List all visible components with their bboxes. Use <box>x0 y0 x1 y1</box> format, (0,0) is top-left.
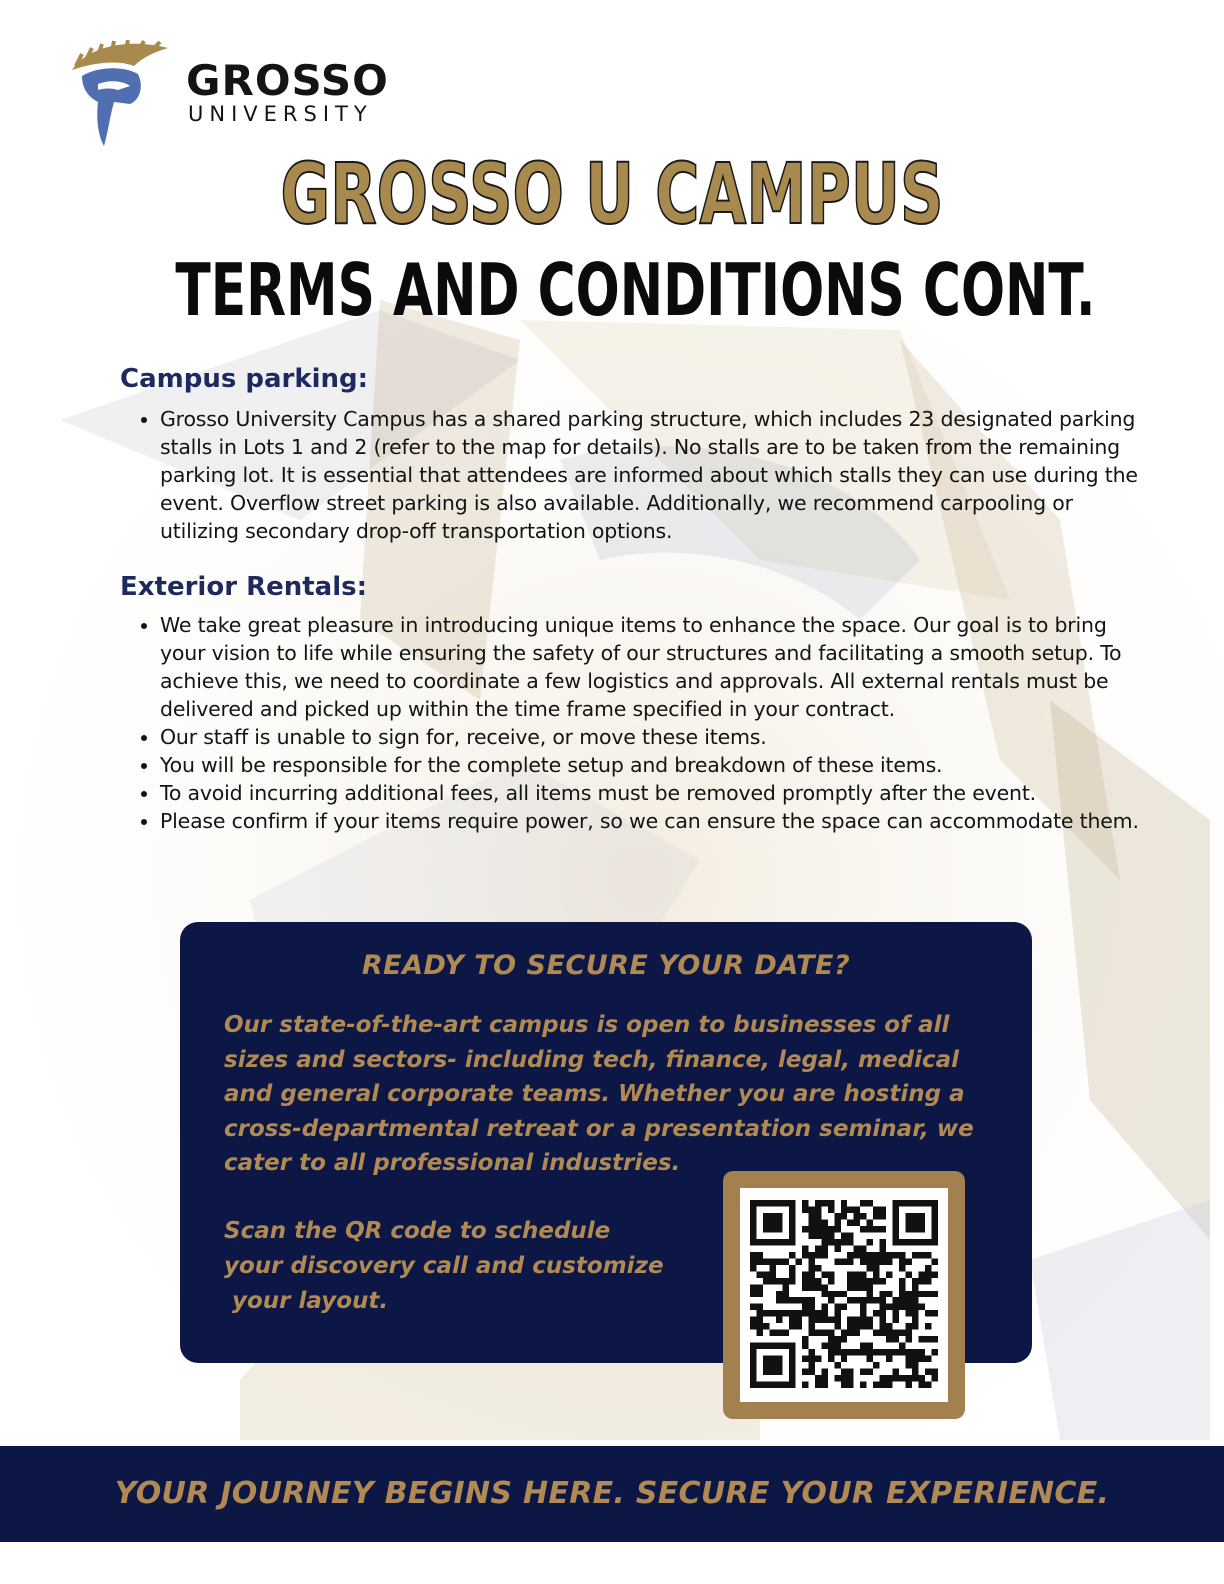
qr-code-icon <box>750 1200 938 1388</box>
section-heading-exterior-rentals: Exterior Rentals: <box>120 572 367 602</box>
footer-banner <box>0 1446 1224 1542</box>
list-item: • To avoid incurring additional fees, all items must be removed promptly after the event. <box>160 779 1150 807</box>
footer-tagline: YOUR JOURNEY BEGINS HERE. SECURE YOUR EXPERIENCE. <box>114 1476 1110 1511</box>
qr-modules <box>750 1200 938 1388</box>
section-heading-campus-parking: Campus parking: <box>120 364 369 394</box>
list-item: • Our staff is unable to sign for, receive, or move these items. <box>160 723 1150 751</box>
page-title: GROSSO U CAMPUS <box>280 145 944 243</box>
spartan-helmet-icon <box>68 40 188 150</box>
qr-code[interactable] <box>740 1188 948 1402</box>
exterior-rentals-list <box>120 611 1150 835</box>
qr-code-frame <box>723 1171 965 1419</box>
cta-title: READY TO SECURE YOUR DATE? <box>361 950 851 981</box>
list-item: • Please confirm if your items require power, so we can ensure the space can accommodate them. <box>160 807 1150 835</box>
page-subtitle: TERMS AND CONDITIONS CONT. <box>175 248 1096 332</box>
cta-body: Our state-of-the-art campus is open to businesses of all sizes and sectors- including tech, finance, legal, medical and general corporate teams. Whether you are hosting a cross-departmental retreat or a presentation seminar, we cater to all professional industries. <box>224 1012 974 1176</box>
cta-scan-instructions <box>224 1214 684 1319</box>
university-logo <box>68 40 408 150</box>
campus-parking-list <box>120 405 1150 545</box>
logo-subtitle: UNIVERSITY <box>188 102 373 126</box>
cta-scan-line: Scan the QR code to schedule <box>224 1218 611 1244</box>
list-item: • We take great pleasure in introducing unique items to enhance the space. Our goal is to bring your vision to life while ensuring the safety of our structures and facilitating a smooth setup. To achieve this, we need to coordinate a few logistics and approvals. All external rentals must be delivered and picked up within the time frame specified in your contract. <box>160 611 1150 723</box>
list-item: • Grosso University Campus has a shared parking structure, which includes 23 designated parking stalls in Lots 1 and 2 (refer to the map for details). No stalls are to be taken from the remaining parking lot. It is essential that attendees are informed about which stalls they can use during the event. Overflow street parking is also available. Additionally, we recommend carpooling or utilizing secondary drop-off transportation options. <box>160 405 1150 545</box>
cta-scan-line: your discovery call and customize <box>224 1253 664 1279</box>
list-item: • You will be responsible for the complete setup and breakdown of these items. <box>160 751 1150 779</box>
logo-name: GROSSO <box>186 56 389 105</box>
cta-scan-line: your layout. <box>232 1288 389 1314</box>
